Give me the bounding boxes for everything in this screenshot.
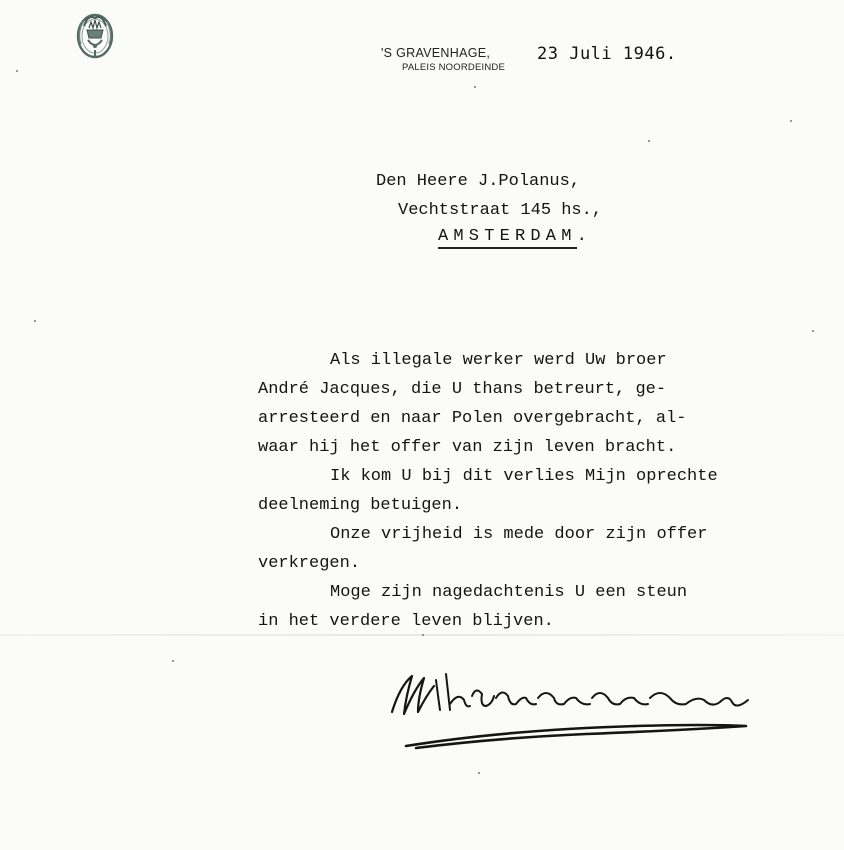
body-line: André Jacques, die U thans betreurt, ge- (258, 380, 667, 399)
letter-body (258, 346, 718, 636)
body-line: deelneming betuigen. (258, 496, 463, 515)
body-line: verkregen. (258, 554, 361, 573)
body-line: Ik kom U bij dit verlies Mijn oprechte (330, 467, 718, 486)
body-line: Als illegale werker werd Uw broer (330, 351, 667, 370)
address-city-suffix: . (576, 227, 593, 246)
signature-wilhelmina (386, 656, 766, 756)
address-city (438, 222, 592, 251)
letter-date: 23 Juli 1946. (537, 44, 677, 64)
body-line: arresteerd en naar Polen overgebracht, al- (258, 409, 687, 428)
address-line-2: Vechtstraat 145 hs., (398, 201, 603, 220)
body-line: in het verdere leven blijven. (258, 612, 554, 631)
address-city-name: AMSTERDAM (438, 227, 577, 249)
royal-crown-monogram-icon (74, 6, 116, 62)
letterhead-palace: PALEIS NOORDEINDE (402, 62, 505, 73)
address-line-1: Den Heere J.Polanus, (376, 172, 581, 191)
letterhead-place (381, 46, 505, 73)
body-line: waar hij het offer van zijn leven bracht. (258, 438, 677, 457)
body-line: Onze vrijheid is mede door zijn offer (330, 525, 708, 544)
body-line: Moge zijn nagedachtenis U een steun (330, 583, 688, 602)
letterhead-city: 'S GRAVENHAGE, (381, 46, 491, 60)
